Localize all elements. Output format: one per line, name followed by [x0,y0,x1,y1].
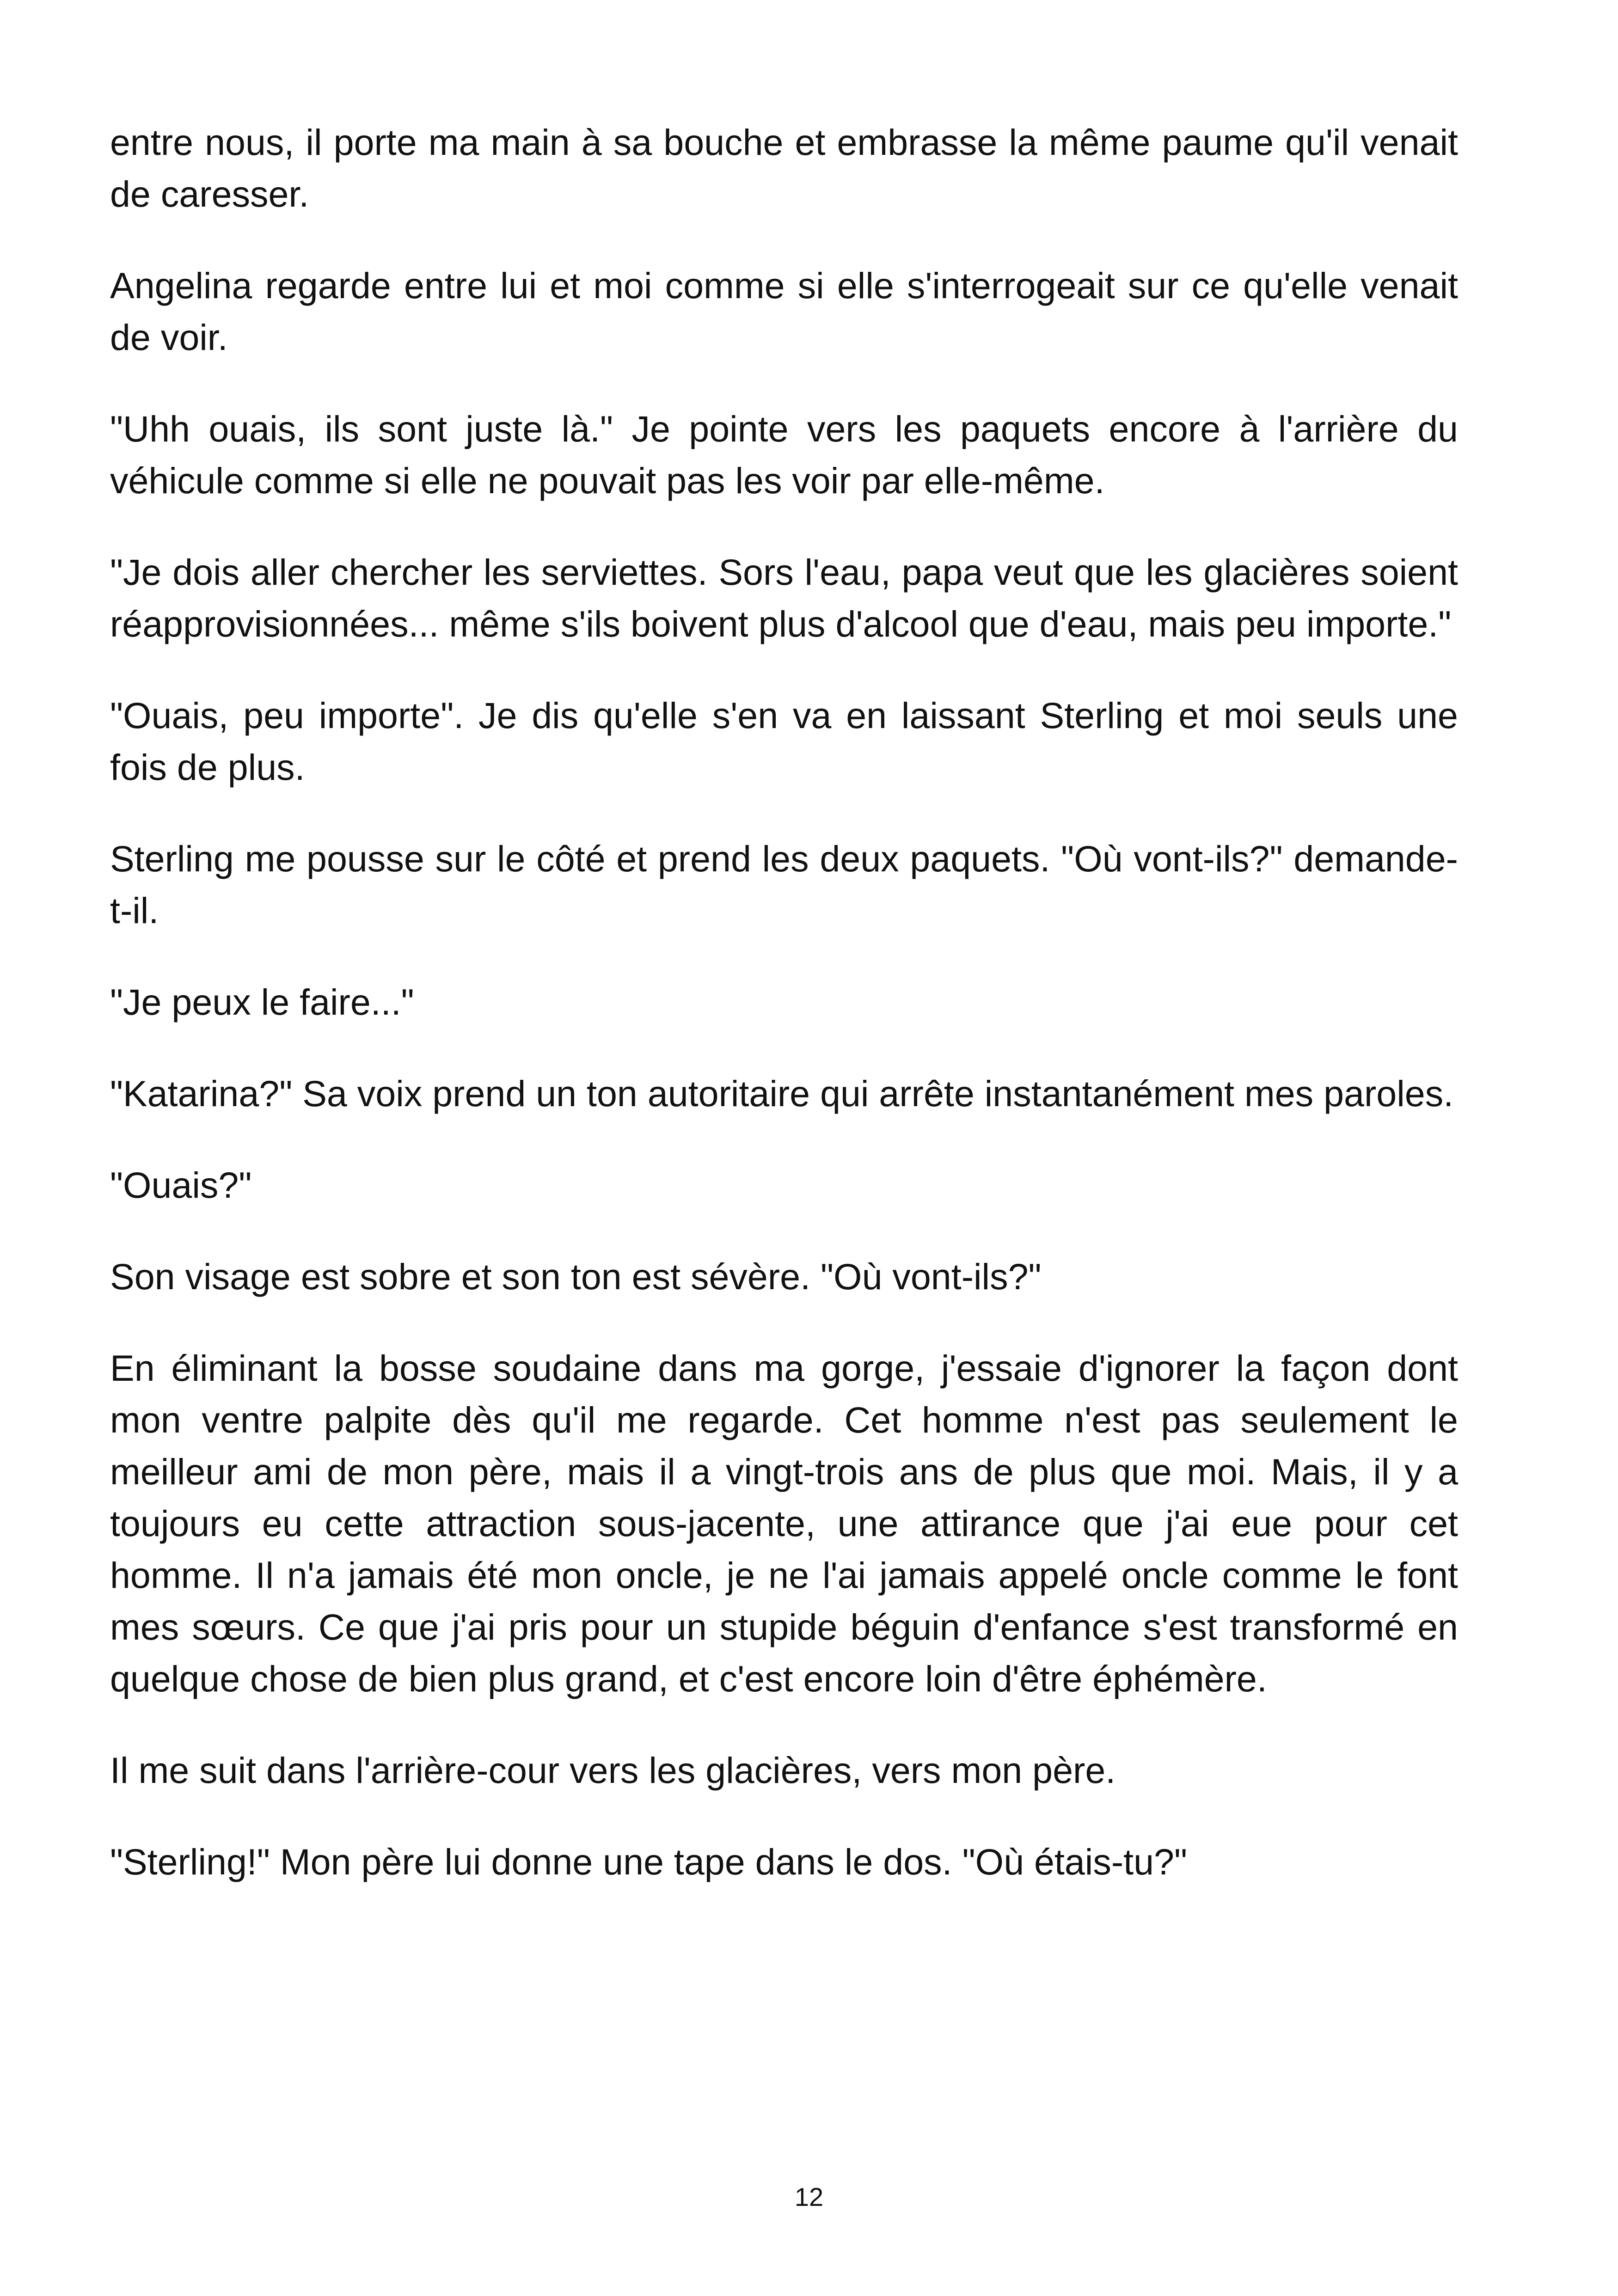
paragraph: "Je dois aller chercher les serviettes. Sors l'eau, papa veut que les glacières soient réapprovisionnées... même s'ils boivent plus d'alcool que d'eau, mais peu importe." [110,551,1458,644]
paragraph: Sterling me pousse sur le côté et prend les deux paquets. "Où vont-ils?" demande-t-il. [110,838,1458,931]
paragraph: Angelina regarde entre lui et moi comme si elle s'interrogeait sur ce qu'elle venait de voir. [110,265,1458,358]
paragraph: "Ouais?" [110,1164,252,1206]
paragraph: "Ouais, peu importe". Je dis qu'elle s'en va en laissant Sterling et moi seuls une fois de plus. [110,695,1458,788]
paragraph: Son visage est sobre et son ton est sévère. "Où vont-ils?" [110,1256,1042,1297]
paragraph: Il me suit dans l'arrière-cour vers les glacières, vers mon père. [110,1750,1116,1791]
paragraph: "Je peux le faire..." [110,981,414,1022]
paragraph: "Sterling!" Mon père lui donne une tape dans le dos. "Où étais-tu?" [110,1841,1187,1882]
paragraph: entre nous, il porte ma main à sa bouche et embrasse la même paume qu'il venait de caresser. [110,122,1458,214]
paragraph: "Katarina?" Sa voix prend un ton autoritaire qui arrête instantanément mes paroles. [110,1073,1454,1114]
body-text [110,116,1458,1928]
page-number: 12 [794,2182,824,2211]
paragraph: "Uhh ouais, ils sont juste là." Je pointe vers les paquets encore à l'arrière du véhicule comme si elle ne pouvait pas les voir par elle-même. [110,408,1458,501]
paragraph: En éliminant la bosse soudaine dans ma gorge, j'essaie d'ignorer la façon dont mon ventre palpite dès qu'il me regarde. Cet homme n'est pas seulement le meilleur ami de mon père, mais il a vingt-trois ans de plus que moi. Mais, il y a toujours eu cette attraction sous-jacente, une attirance que j'ai eue pour cet homme. Il n'a jamais été mon oncle, je ne l'ai jamais appelé oncle comme le font mes sœurs. Ce que j'ai pris pour un stupide béguin d'enfance s'est transformé en quelque chose de bien plus grand, et c'est encore loin d'être éphémère. [110,1347,1458,1699]
